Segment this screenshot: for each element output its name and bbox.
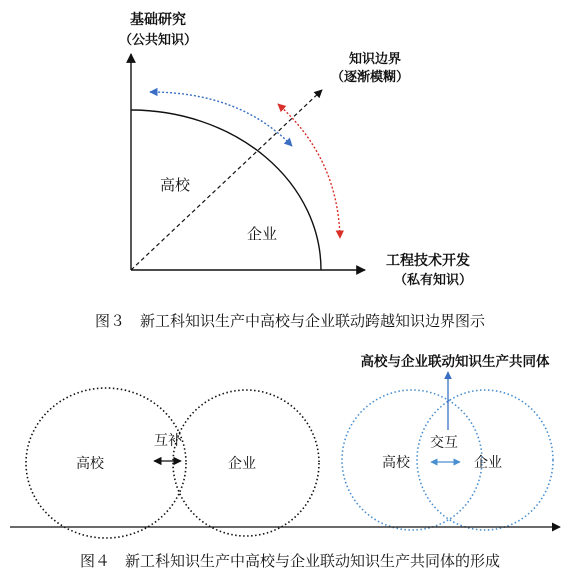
y-axis-label: 基础研究 bbox=[130, 12, 186, 28]
overlap-enterprise-label: 企业 bbox=[474, 455, 502, 471]
x-axis-label: 工程技术开发 bbox=[386, 253, 470, 269]
overlap-university-circle bbox=[342, 390, 482, 530]
overlap-university-label: 高校 bbox=[382, 455, 410, 471]
region-university-label: 高校 bbox=[159, 176, 191, 194]
interaction-label: 交互 bbox=[430, 435, 458, 451]
community-label: 高校与企业联动知识生产共同体 bbox=[360, 354, 550, 370]
x-axis-sublabel: （私有知识） bbox=[393, 273, 473, 288]
red-double-arrow bbox=[278, 104, 340, 238]
y-axis-sublabel: （公共知识） bbox=[118, 33, 198, 48]
boundary-sublabel: （逐渐模糊） bbox=[330, 70, 410, 85]
enterprise-circle-label: 企业 bbox=[228, 456, 256, 472]
region-enterprise-label: 企业 bbox=[246, 225, 278, 243]
complement-label: 互补 bbox=[154, 433, 182, 449]
figure-3-caption: 图３ 新工科知识生产中高校与企业联动跨越知识边界图示 bbox=[94, 312, 486, 330]
figure-3 bbox=[95, 11, 486, 330]
university-circle bbox=[26, 388, 186, 538]
figure-4-caption: 图４ 新工科知识生产中高校与企业联动知识生产共同体的形成 bbox=[79, 552, 501, 570]
figure-4 bbox=[10, 353, 560, 570]
boundary-label: 知识边界 bbox=[348, 52, 402, 67]
university-circle-label: 高校 bbox=[76, 456, 104, 472]
